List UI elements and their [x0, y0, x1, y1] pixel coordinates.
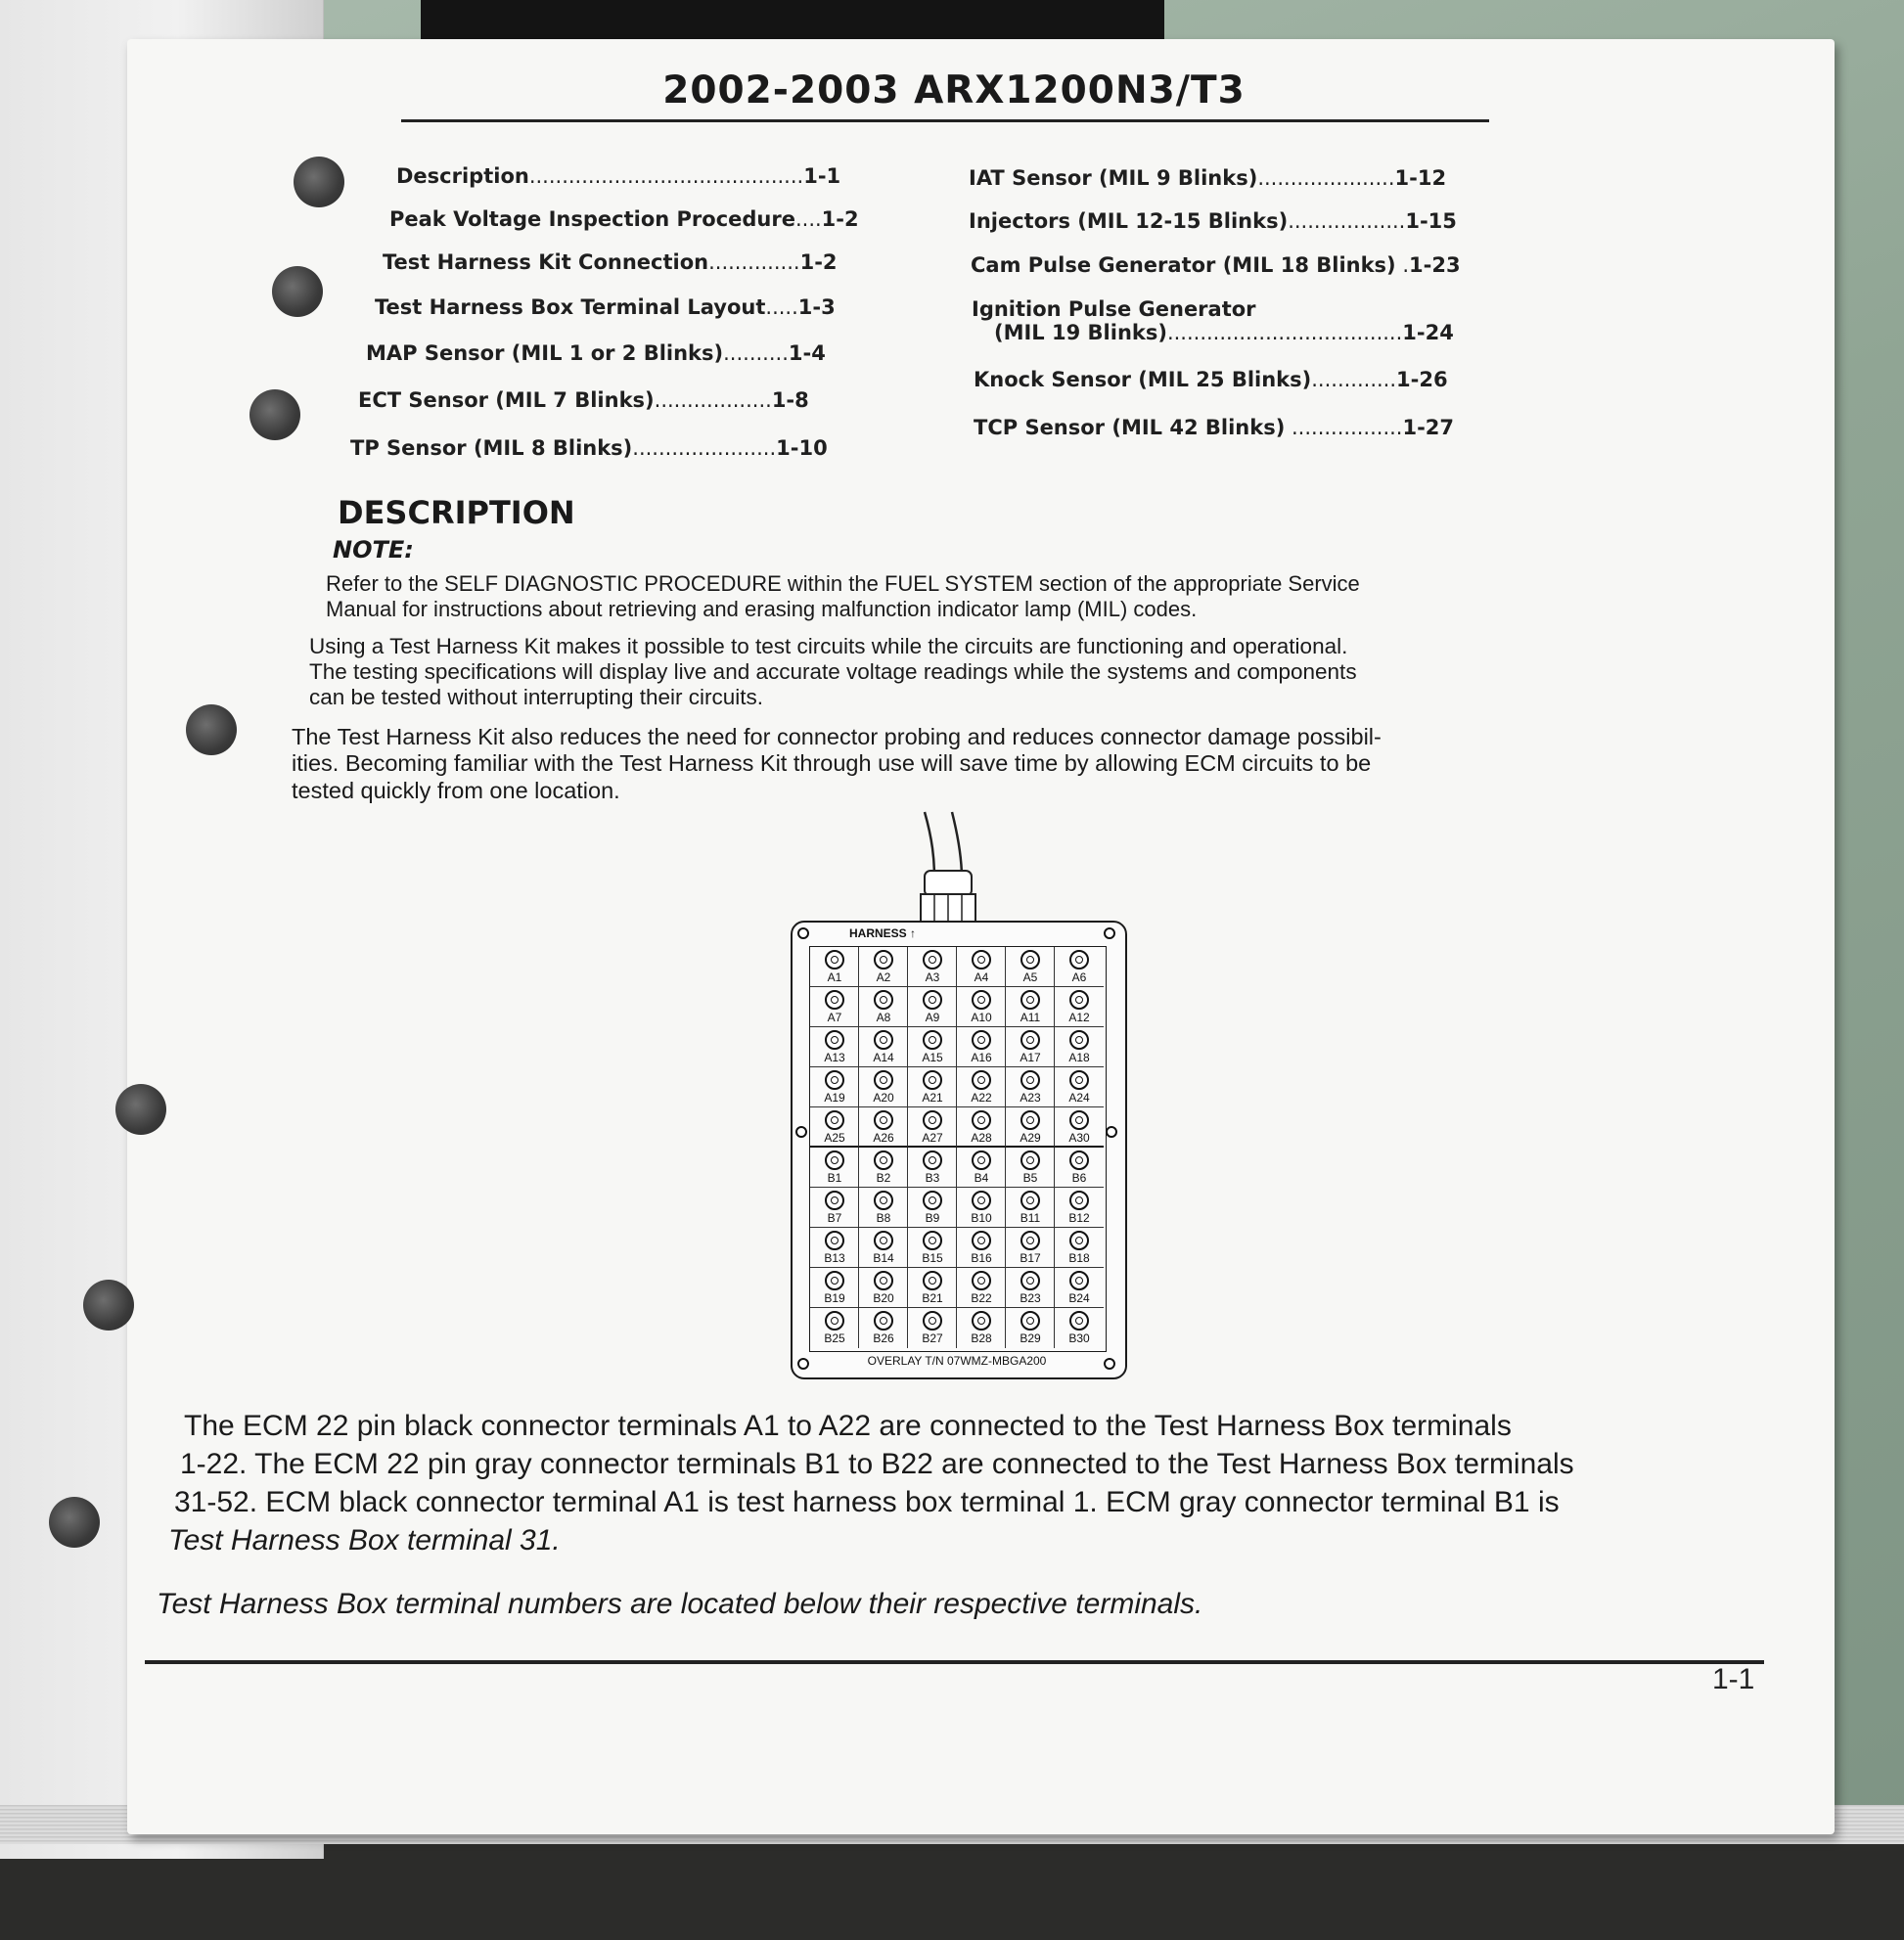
toc-label: Injectors (MIL 12-15 Blinks)	[969, 209, 1289, 233]
toc-leader: ..........................................	[528, 164, 804, 188]
toc-item[interactable]	[994, 321, 1454, 344]
terminal-label: A26	[873, 1131, 894, 1145]
terminal-socket-icon	[1020, 1070, 1040, 1090]
terminal-socket-icon	[825, 1070, 844, 1090]
toc-page: 1-26	[1396, 368, 1448, 391]
terminal-label: B10	[971, 1211, 992, 1225]
terminal-socket-icon	[1069, 1231, 1089, 1250]
binder-hole	[272, 266, 323, 317]
terminal-label: A23	[1020, 1091, 1041, 1105]
terminal-socket-icon	[923, 1150, 942, 1170]
toc-label: Peak Voltage Inspection Procedure	[389, 207, 795, 231]
terminal-a5	[1006, 947, 1055, 987]
toc-leader: .....................	[1257, 166, 1395, 190]
terminal-b30	[1055, 1308, 1104, 1348]
toc-label: Test Harness Kit Connection	[383, 250, 709, 274]
terminal-label: B30	[1068, 1331, 1090, 1345]
text-line: 31-52. ECM black connector terminal A1 is test harness box terminal 1. ECM gray connector terminal B1 is	[174, 1486, 1560, 1518]
terminal-label: B7	[827, 1211, 842, 1225]
terminal-b25	[810, 1308, 859, 1348]
note-text	[326, 571, 1360, 621]
terminal-a26	[859, 1107, 908, 1148]
text-line: Manual for instructions about retrieving and erasing malfunction indicator lamp (MIL) codes.	[326, 596, 1198, 621]
terminal-label: A17	[1020, 1051, 1041, 1064]
paragraph	[157, 1585, 1202, 1623]
terminal-b17	[1006, 1228, 1055, 1268]
terminal-label: B19	[824, 1291, 845, 1305]
toc-label: Knock Sensor (MIL 25 Blinks)	[974, 368, 1312, 391]
toc-leader: ..............	[708, 250, 800, 274]
terminal-socket-icon	[874, 1150, 893, 1170]
terminal-label: B28	[971, 1331, 992, 1345]
terminal-a17	[1006, 1027, 1055, 1067]
terminal-socket-icon	[1020, 1191, 1040, 1210]
terminal-label: A3	[925, 970, 940, 984]
terminal-socket-icon	[972, 1271, 991, 1290]
terminal-a27	[908, 1107, 957, 1148]
toc-label: MAP Sensor (MIL 1 or 2 Blinks)	[366, 341, 724, 365]
terminal-b2	[859, 1148, 908, 1188]
terminal-label: A24	[1068, 1091, 1090, 1105]
terminal-socket-icon	[825, 1231, 844, 1250]
toc-leader: ....................................	[1166, 321, 1403, 344]
text-line: Refer to the SELF DIAGNOSTIC PROCEDURE within the FUEL SYSTEM section of the appropriate Service	[326, 571, 1360, 596]
terminal-socket-icon	[923, 990, 942, 1010]
binder-hole	[249, 389, 300, 440]
screw-icon	[797, 927, 809, 939]
terminal-label: A2	[876, 970, 891, 984]
binder-hole	[83, 1280, 134, 1331]
terminal-label: A29	[1020, 1131, 1041, 1145]
terminal-b15	[908, 1228, 957, 1268]
toc-page: 1-2	[821, 207, 859, 231]
terminal-a3	[908, 947, 957, 987]
toc-leader: .....	[765, 295, 798, 319]
terminal-socket-icon	[874, 1110, 893, 1130]
toc-page: 1-10	[776, 436, 828, 460]
terminal-socket-icon	[1020, 1311, 1040, 1331]
terminal-b1	[810, 1148, 859, 1188]
terminal-label: A4	[974, 970, 989, 984]
terminal-b18	[1055, 1228, 1104, 1268]
terminal-socket-icon	[874, 1271, 893, 1290]
toc-item[interactable]	[396, 164, 840, 188]
toc-label: TCP Sensor (MIL 42 Blinks)	[974, 416, 1286, 439]
terminal-a7	[810, 987, 859, 1027]
toc-page: 1-15	[1405, 209, 1457, 233]
toc-leader: ....	[794, 207, 822, 231]
terminal-a24	[1055, 1067, 1104, 1107]
terminal-socket-icon	[825, 1030, 844, 1050]
note-heading: NOTE:	[333, 536, 414, 564]
terminal-a18	[1055, 1027, 1104, 1067]
terminal-socket-icon	[923, 1311, 942, 1331]
terminal-b14	[859, 1228, 908, 1268]
terminal-label: A12	[1068, 1011, 1090, 1024]
terminal-socket-icon	[972, 950, 991, 970]
terminal-socket-icon	[972, 990, 991, 1010]
terminal-label: A21	[922, 1091, 943, 1105]
toc-leader: ......................	[632, 436, 777, 460]
terminal-label: B8	[876, 1211, 891, 1225]
terminal-label: B2	[876, 1171, 891, 1185]
toc-leader: .............	[1311, 368, 1397, 391]
terminal-socket-icon	[1069, 950, 1089, 970]
terminal-b19	[810, 1268, 859, 1308]
terminal-label: B1	[827, 1171, 842, 1185]
toc-page: 1-8	[771, 388, 809, 412]
terminal-b7	[810, 1188, 859, 1228]
cable-connector	[788, 810, 1132, 927]
terminal-label: B12	[1068, 1211, 1090, 1225]
terminal-a6	[1055, 947, 1104, 987]
toc-label: Cam Pulse Generator (MIL 18 Blinks)	[971, 253, 1396, 277]
toc-label: (MIL 19 Blinks)	[994, 321, 1167, 344]
terminal-label: B21	[922, 1291, 943, 1305]
toc-item[interactable]	[974, 416, 1454, 439]
terminal-a28	[957, 1107, 1006, 1148]
terminal-socket-icon	[825, 1271, 844, 1290]
terminal-b24	[1055, 1268, 1104, 1308]
terminal-socket-icon	[923, 1191, 942, 1210]
terminal-socket-icon	[825, 1191, 844, 1210]
terminal-a23	[1006, 1067, 1055, 1107]
terminal-label: B27	[922, 1331, 943, 1345]
toc-item[interactable]	[969, 166, 1446, 190]
terminal-label: B29	[1020, 1331, 1041, 1345]
terminal-label: A19	[824, 1091, 845, 1105]
toc-item[interactable]	[358, 388, 809, 412]
terminal-label: A11	[1020, 1011, 1041, 1024]
arrow-up-icon: ↑	[910, 926, 917, 940]
terminal-socket-icon	[825, 950, 844, 970]
text-line: can be tested without interrupting their circuits.	[309, 685, 763, 710]
terminal-socket-icon	[923, 1271, 942, 1290]
text-line: The Test Harness Kit also reduces the need for connector probing and reduces connector damage possibil-	[292, 724, 1382, 749]
toc-item[interactable]	[974, 368, 1448, 391]
paragraph	[168, 1407, 1574, 1559]
toc-item[interactable]	[971, 253, 1461, 277]
toc-label: ECT Sensor (MIL 7 Blinks)	[358, 388, 655, 412]
terminal-b9	[908, 1188, 957, 1228]
terminal-label: A16	[971, 1051, 992, 1064]
terminal-label: A8	[876, 1011, 891, 1024]
text-line: ities. Becoming familiar with the Test Harness Kit through use will save time by allowing ECM circuits to be	[292, 750, 1372, 777]
title-rule	[401, 119, 1489, 122]
toc-leader: ..................	[1288, 209, 1406, 233]
terminal-b8	[859, 1188, 908, 1228]
toc-item[interactable]	[375, 295, 836, 319]
toc-item[interactable]	[389, 207, 859, 231]
terminal-a20	[859, 1067, 908, 1107]
terminal-label: B11	[1020, 1211, 1041, 1225]
terminal-socket-icon	[972, 1030, 991, 1050]
toc-item[interactable]	[366, 341, 826, 365]
terminal-socket-icon	[874, 1070, 893, 1090]
text-line: The ECM 22 pin black connector terminals A1 to A22 are connected to the Test Harness Box terminals	[184, 1410, 1512, 1442]
terminal-b26	[859, 1308, 908, 1348]
terminal-socket-icon	[972, 1311, 991, 1331]
section-heading: DESCRIPTION	[338, 494, 575, 531]
terminal-label: A7	[827, 1011, 842, 1024]
terminal-b20	[859, 1268, 908, 1308]
binder-hole	[186, 704, 237, 755]
terminal-b6	[1055, 1148, 1104, 1188]
terminal-label: B23	[1020, 1291, 1041, 1305]
toc-page: 1-24	[1402, 321, 1454, 344]
terminal-a4	[957, 947, 1006, 987]
toc-leader: .	[1395, 253, 1410, 277]
terminal-label: A13	[824, 1051, 845, 1064]
terminal-label: B20	[873, 1291, 894, 1305]
terminal-label: B13	[824, 1251, 845, 1265]
terminal-socket-icon	[1069, 990, 1089, 1010]
toc-item[interactable]	[969, 209, 1457, 233]
terminal-socket-icon	[923, 1030, 942, 1050]
terminal-socket-icon	[874, 1231, 893, 1250]
terminal-socket-icon	[874, 1191, 893, 1210]
terminal-socket-icon	[1069, 1191, 1089, 1210]
terminal-label: A30	[1068, 1131, 1090, 1145]
terminal-socket-icon	[825, 1110, 844, 1130]
paragraph	[309, 634, 1357, 710]
terminal-label: A27	[922, 1131, 943, 1145]
terminal-socket-icon	[1020, 990, 1040, 1010]
terminal-socket-icon	[972, 1110, 991, 1130]
terminal-socket-icon	[825, 1150, 844, 1170]
terminal-socket-icon	[1069, 1030, 1089, 1050]
terminal-label: A10	[971, 1011, 992, 1024]
terminal-a8	[859, 987, 908, 1027]
toc-item[interactable]	[972, 297, 1256, 321]
screw-icon	[1104, 927, 1115, 939]
binder-hole	[115, 1084, 166, 1135]
terminal-b10	[957, 1188, 1006, 1228]
terminal-label: B3	[925, 1171, 940, 1185]
terminal-socket-icon	[923, 1110, 942, 1130]
terminal-socket-icon	[1020, 1030, 1040, 1050]
footer-rule	[145, 1660, 1764, 1664]
terminal-socket-icon	[1020, 1231, 1040, 1250]
terminal-label: A18	[1068, 1051, 1090, 1064]
page-number: 1-1	[1712, 1663, 1755, 1695]
terminal-b16	[957, 1228, 1006, 1268]
toc-page: 1-4	[788, 341, 826, 365]
terminal-label: A14	[873, 1051, 894, 1064]
terminal-a13	[810, 1027, 859, 1067]
terminal-socket-icon	[825, 990, 844, 1010]
terminal-a22	[957, 1067, 1006, 1107]
toc-page: 1-1	[803, 164, 841, 188]
text-line: Using a Test Harness Kit makes it possible to test circuits while the circuits are functioning and operational.	[309, 634, 1348, 658]
toc-label: IAT Sensor (MIL 9 Blinks)	[969, 166, 1258, 190]
toc-label: Test Harness Box Terminal Layout	[375, 295, 766, 319]
terminal-socket-icon	[923, 950, 942, 970]
terminal-socket-icon	[1020, 1150, 1040, 1170]
terminal-label: B9	[925, 1211, 940, 1225]
toc-leader: ..................	[654, 388, 772, 412]
terminal-label: B17	[1020, 1251, 1041, 1265]
terminal-socket-icon	[972, 1150, 991, 1170]
harness-label	[849, 926, 916, 940]
terminal-label: A15	[922, 1051, 943, 1064]
terminal-socket-icon	[1069, 1070, 1089, 1090]
toc-leader: .................	[1285, 416, 1403, 439]
terminal-label: B6	[1071, 1171, 1087, 1185]
toc-item[interactable]	[383, 250, 838, 274]
terminal-b28	[957, 1308, 1006, 1348]
terminal-a25	[810, 1107, 859, 1148]
harness-box-diagram	[788, 810, 1132, 1379]
terminal-b11	[1006, 1188, 1055, 1228]
terminal-label: B15	[922, 1251, 943, 1265]
screw-icon	[1106, 1126, 1117, 1138]
terminal-a2	[859, 947, 908, 987]
terminal-a21	[908, 1067, 957, 1107]
terminal-label: A25	[824, 1131, 845, 1145]
terminal-a30	[1055, 1107, 1104, 1148]
terminal-label: A22	[971, 1091, 992, 1105]
overlay-part-number: OVERLAY T/N 07WMZ-MBGA200	[867, 1354, 1047, 1368]
terminal-a19	[810, 1067, 859, 1107]
page-title: 2002-2003 ARX1200N3/T3	[662, 68, 1246, 113]
toc-page: 1-2	[799, 250, 838, 274]
toc-label: Description	[396, 164, 529, 188]
terminal-label: B25	[824, 1331, 845, 1345]
terminal-label: B5	[1022, 1171, 1038, 1185]
terminal-label: B24	[1068, 1291, 1090, 1305]
terminal-socket-icon	[972, 1070, 991, 1090]
terminal-socket-icon	[874, 1311, 893, 1331]
toc-page: 1-3	[797, 295, 836, 319]
terminal-socket-icon	[874, 990, 893, 1010]
terminal-socket-icon	[825, 1311, 844, 1331]
terminal-socket-icon	[1069, 1150, 1089, 1170]
terminal-label: A5	[1022, 970, 1038, 984]
terminal-b23	[1006, 1268, 1055, 1308]
binder-hole	[294, 157, 344, 207]
terminal-a29	[1006, 1107, 1055, 1148]
terminal-label: B18	[1068, 1251, 1090, 1265]
paragraph	[292, 724, 1382, 804]
terminal-label: B14	[873, 1251, 894, 1265]
terminal-socket-icon	[1069, 1271, 1089, 1290]
terminal-a15	[908, 1027, 957, 1067]
toc-page: 1-23	[1409, 253, 1461, 277]
terminal-socket-icon	[1020, 1271, 1040, 1290]
toc-item[interactable]	[350, 436, 828, 460]
terminal-socket-icon	[972, 1191, 991, 1210]
terminal-label: B16	[971, 1251, 992, 1265]
terminal-label: A20	[873, 1091, 894, 1105]
text-line: The testing specifications will display live and accurate voltage readings while the systems and components	[309, 659, 1357, 685]
toc-page: 1-27	[1402, 416, 1455, 439]
terminal-b27	[908, 1308, 957, 1348]
binder-hole	[49, 1497, 100, 1548]
terminal-a14	[859, 1027, 908, 1067]
terminal-b29	[1006, 1308, 1055, 1348]
toc-leader: ..........	[723, 341, 789, 365]
terminal-socket-icon	[1020, 1110, 1040, 1130]
terminal-b3	[908, 1148, 957, 1188]
terminal-a9	[908, 987, 957, 1027]
terminal-socket-icon	[1020, 950, 1040, 970]
terminal-a11	[1006, 987, 1055, 1027]
terminal-b5	[1006, 1148, 1055, 1188]
terminal-label: B22	[971, 1291, 992, 1305]
terminal-socket-icon	[874, 1030, 893, 1050]
screw-icon	[795, 1126, 807, 1138]
toc-label: TP Sensor (MIL 8 Blinks)	[350, 436, 633, 460]
terminal-label: A6	[1071, 970, 1087, 984]
terminal-a1	[810, 947, 859, 987]
terminal-a16	[957, 1027, 1006, 1067]
terminal-b21	[908, 1268, 957, 1308]
terminal-grid	[809, 946, 1107, 1352]
terminal-label: B26	[873, 1331, 894, 1345]
terminal-socket-icon	[923, 1070, 942, 1090]
terminal-socket-icon	[923, 1231, 942, 1250]
terminal-label: A28	[971, 1131, 992, 1145]
text-line: Test Harness Box terminal 31.	[168, 1524, 561, 1557]
harness-label-text: HARNESS	[849, 926, 907, 940]
terminal-b22	[957, 1268, 1006, 1308]
terminal-socket-icon	[972, 1231, 991, 1250]
terminal-socket-icon	[874, 950, 893, 970]
terminal-label: A1	[827, 970, 842, 984]
terminal-b12	[1055, 1188, 1104, 1228]
terminal-socket-icon	[1069, 1311, 1089, 1331]
terminal-label: B4	[974, 1171, 989, 1185]
text-line: 1-22. The ECM 22 pin gray connector terminals B1 to B22 are connected to the Test Harness Box terminals	[180, 1448, 1574, 1480]
terminal-b13	[810, 1228, 859, 1268]
terminal-a10	[957, 987, 1006, 1027]
terminal-socket-icon	[1069, 1110, 1089, 1130]
toc-label: Ignition Pulse Generator	[972, 297, 1256, 321]
terminal-a12	[1055, 987, 1104, 1027]
text-line: tested quickly from one location.	[292, 777, 620, 803]
text-line: Test Harness Box terminal numbers are located below their respective terminals.	[157, 1588, 1203, 1620]
toc-page: 1-12	[1394, 166, 1447, 190]
terminal-b4	[957, 1148, 1006, 1188]
terminal-label: A9	[925, 1011, 940, 1024]
